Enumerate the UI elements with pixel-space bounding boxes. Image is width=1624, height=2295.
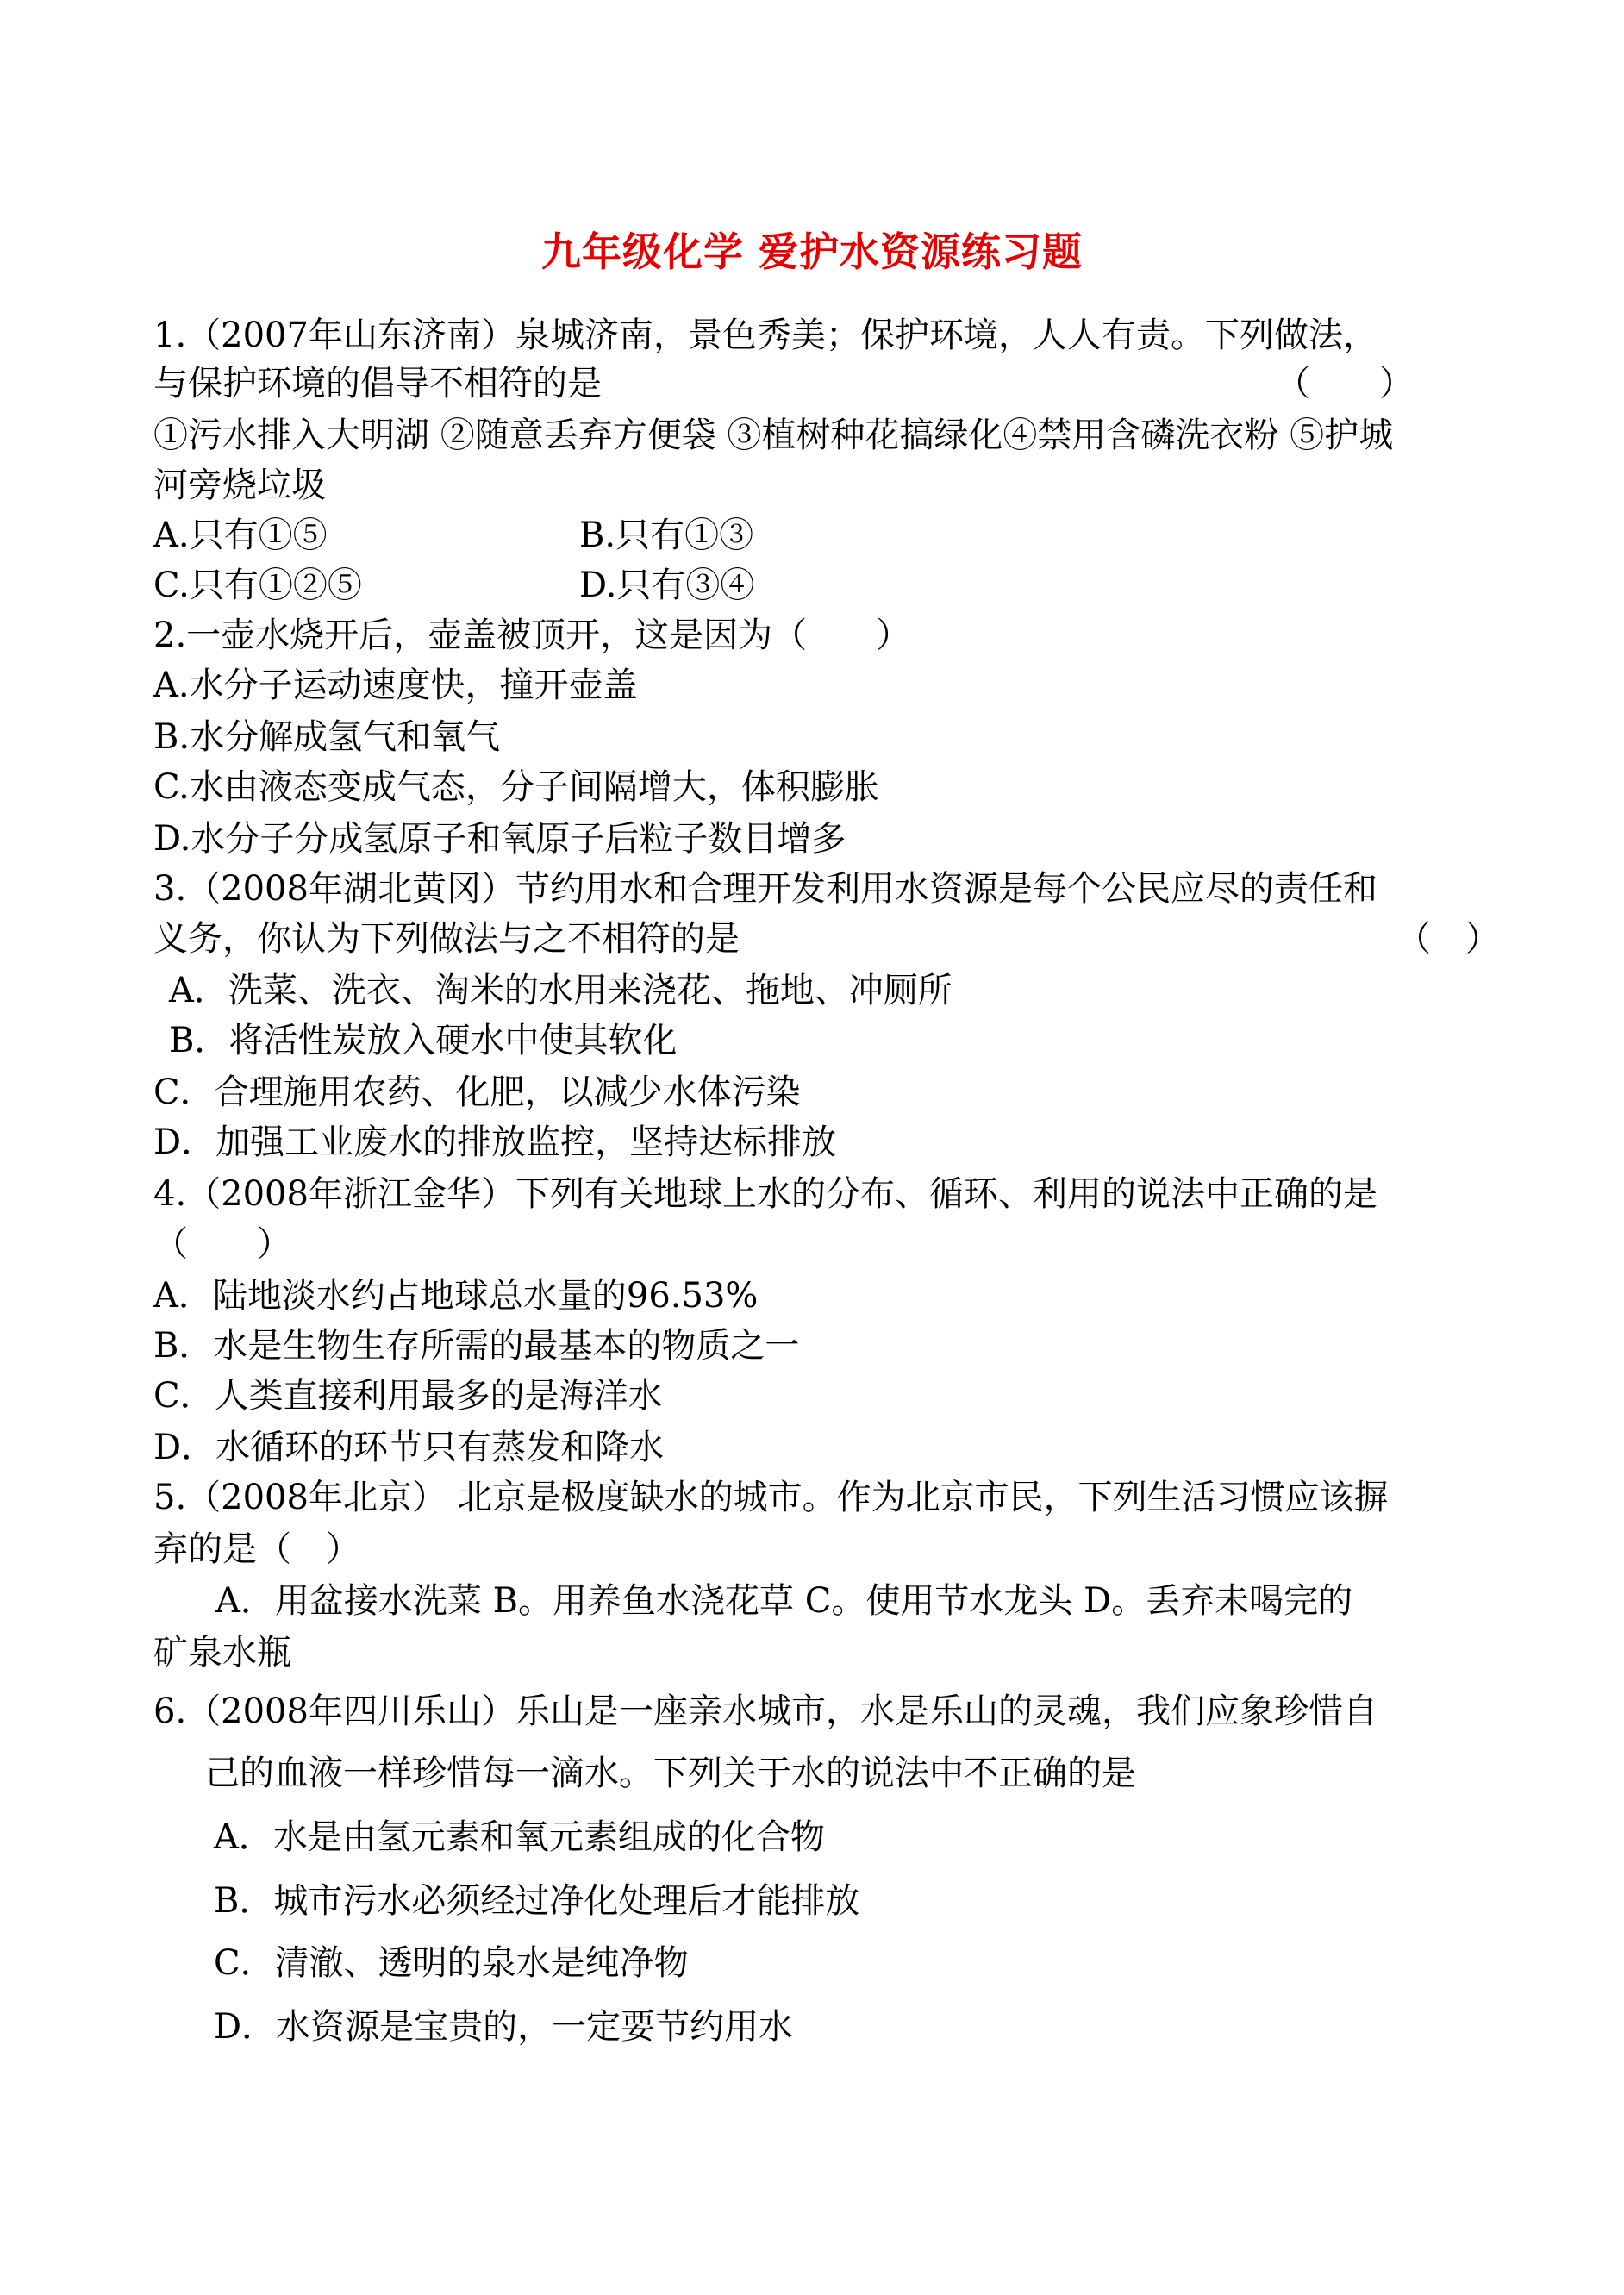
- q2-option-d: D.水分子分成氢原子和氧原子后粒子数目增多: [153, 819, 846, 859]
- q4-option-d: D．水循环的环节只有蒸发和降水: [153, 1428, 665, 1467]
- q1-items-line-2: 河旁烧垃圾: [153, 466, 326, 505]
- q6-option-a: A．水是由氢元素和氧元素组成的化合物: [214, 1817, 825, 1857]
- q1-option-d: D.只有③④: [579, 566, 755, 605]
- q1-stem-line-1: 1.（2007年山东济南）泉城济南，景色秀美；保护环境，人人有责。下列做法，: [153, 316, 1377, 355]
- q2-option-c: C.水由液态变成气态，分子间隔增大，体积膨胀: [153, 767, 879, 807]
- q3-answer-paren: （ ）: [1396, 919, 1500, 959]
- q3-stem-line-2: 义务，你认为下列做法与之不相符的是: [153, 919, 740, 959]
- q5-stem-line-2: 弃的是（ ）: [153, 1529, 360, 1569]
- q5-options-line: A．用盆接水洗菜 B。用养鱼水浇花草 C。使用节水龙头 D。丢弃未喝完的: [215, 1581, 1353, 1621]
- q4-stem-line-1: 4.（2008年浙江金华）下列有关地球上水的分布、循环、利用的说法中正确的是: [153, 1174, 1377, 1214]
- q2-option-b: B.水分解成氢气和氧气: [153, 717, 501, 757]
- q1-option-a: A.只有①⑤: [153, 516, 328, 555]
- q2-option-a: A.水分子运动速度快，撞开壶盖: [153, 666, 638, 705]
- q4-option-c: C．人类直接利用最多的是海洋水: [153, 1376, 663, 1416]
- q4-option-a: A．陆地淡水约占地球总水量的96.53%: [153, 1276, 759, 1316]
- page-title: 九年级化学 爱护水资源练习题: [540, 228, 1083, 275]
- q2-stem: 2.一壶水烧开后，壶盖被顶开，这是因为（ ）: [153, 616, 911, 655]
- q6-option-c: C．清澈、透明的泉水是纯净物: [214, 1943, 689, 1983]
- q1-answer-paren: （ ）: [1276, 364, 1414, 403]
- q6-stem-line-2: 己的血液一样珍惜每一滴水。下列关于水的说法中不正确的是: [205, 1754, 1136, 1793]
- q5-options-continued: 矿泉水瓶: [153, 1633, 291, 1673]
- q1-option-c: C.只有①②⑤: [153, 566, 362, 605]
- q3-option-d: D．加强工业废水的排放监控，坚持达标排放: [153, 1122, 837, 1162]
- q3-stem-line-1: 3.（2008年湖北黄冈）节约用水和合理开发利用水资源是每个公民应尽的责任和: [153, 869, 1377, 909]
- q6-option-b: B．城市污水必须经过净化处理后才能排放: [214, 1881, 860, 1921]
- q1-stem-line-2: 与保护环境的倡导不相符的是: [153, 364, 602, 403]
- q4-option-b: B．水是生物生存所需的最基本的物质之一: [153, 1326, 800, 1366]
- q3-option-c: C．合理施用农药、化肥，以减少水体污染: [153, 1072, 801, 1112]
- q6-stem-line-1: 6.（2008年四川乐山）乐山是一座亲水城市，水是乐山的灵魂，我们应象珍惜自: [153, 1692, 1377, 1731]
- q1-items-line-1: ①污水排入大明湖 ②随意丢弃方便袋 ③植树种花搞绿化④禁用含磷洗衣粉 ⑤护城: [153, 416, 1394, 455]
- q3-option-a: A．洗菜、洗衣、淘米的水用来浇花、拖地、冲厕所: [169, 971, 953, 1010]
- q1-option-b: B.只有①③: [579, 516, 754, 555]
- q5-stem-line-1: 5.（2008年北京） 北京是极度缺水的城市。作为北京市民，下列生活习惯应该摒: [153, 1478, 1389, 1517]
- q4-stem-line-2: （ ）: [153, 1224, 291, 1264]
- q3-option-b: B．将活性炭放入硬水中使其软化: [169, 1021, 678, 1060]
- q6-option-d: D．水资源是宝贵的，一定要节约用水: [214, 2007, 794, 2047]
